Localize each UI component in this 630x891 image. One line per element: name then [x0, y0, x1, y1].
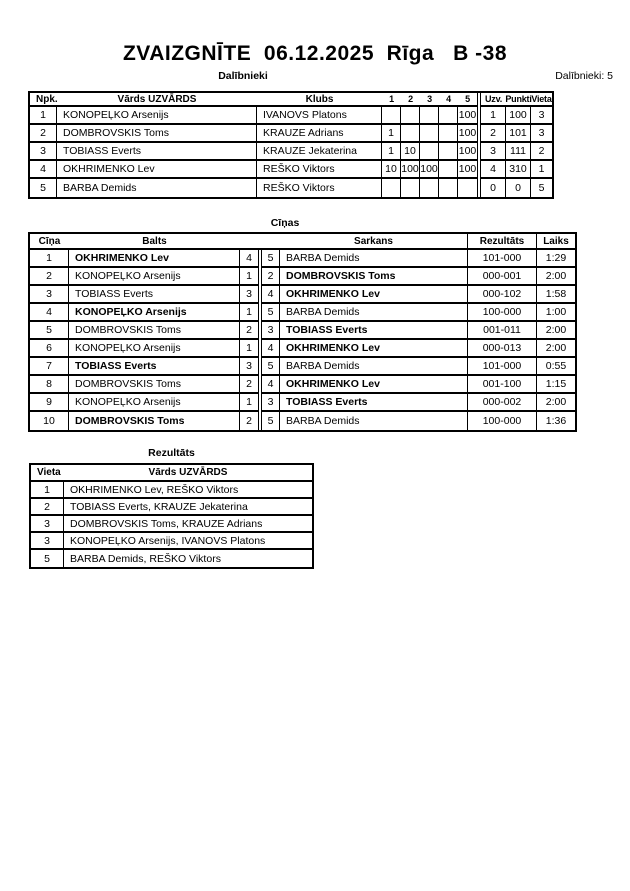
white-name-cell: KONOPEĻKO Arsenijs [69, 304, 240, 322]
fight-no-cell: 7 [30, 358, 69, 376]
place-cell: 1 [531, 161, 552, 179]
result-cell: 100-000 [468, 304, 537, 322]
white-name-cell: DOMBROVSKIS Toms [69, 412, 240, 430]
name-cell: BARBA Demids, REŠKO Viktors [70, 552, 221, 565]
participant-row [30, 143, 552, 161]
participant-row [30, 179, 552, 197]
fight-no-cell: 8 [30, 376, 69, 394]
header-club: Klubs [257, 93, 382, 107]
wins-cell: 4 [481, 161, 506, 179]
red-name-cell: TOBIASS Everts [280, 322, 468, 340]
name-cell: OKHRIMENKO Lev [57, 161, 257, 179]
points-cell: 111 [506, 143, 531, 161]
time-cell: 1:58 [537, 286, 575, 304]
fight-row [30, 376, 575, 394]
white-name-cell: KONOPEĻKO Arsenijs [69, 340, 240, 358]
round-cell [439, 143, 458, 161]
header-time: Laiks [537, 234, 575, 250]
header-place: Vieta [31, 465, 64, 482]
npk-cell: 4 [30, 161, 57, 179]
white-number-cell: 1 [240, 394, 258, 412]
fight-no-cell: 9 [30, 394, 69, 412]
red-number-cell: 5 [262, 358, 280, 376]
red-number-cell: 5 [262, 250, 280, 268]
red-name-cell: BARBA Demids [280, 250, 468, 268]
white-name-cell: DOMBROVSKIS Toms [69, 322, 240, 340]
red-name-cell: OKHRIMENKO Lev [280, 376, 468, 394]
result-row [31, 482, 312, 499]
round-cell: 100 [401, 161, 420, 179]
club-cell: KRAUZE Jekaterina [257, 143, 382, 161]
wins-cell: 1 [481, 107, 506, 125]
fight-no-cell: 1 [30, 250, 69, 268]
fight-row [30, 268, 575, 286]
round-cell: 100 [458, 125, 477, 143]
header-fight: Cīņa [30, 234, 69, 250]
points-cell: 100 [506, 107, 531, 125]
white-name-cell: KONOPEĻKO Arsenijs [69, 394, 240, 412]
white-number-cell: 3 [240, 286, 258, 304]
header-result: Rezultāts [468, 234, 537, 250]
red-number-cell: 4 [262, 376, 280, 394]
header-numbers-spacer [240, 234, 280, 250]
participants-table [28, 91, 554, 199]
fight-no-cell: 10 [30, 412, 69, 430]
round-cell: 10 [382, 161, 401, 179]
fight-row [30, 304, 575, 322]
fight-no-cell: 2 [30, 268, 69, 286]
place-cell: 3 [31, 533, 64, 550]
name-cell: OKHRIMENKO Lev, REŠKO Viktors [64, 482, 312, 499]
time-cell: 0:55 [537, 358, 575, 376]
wins-cell: 0 [481, 179, 506, 197]
wins-cell: 2 [481, 125, 506, 143]
fight-row [30, 412, 575, 430]
round-cell: 1 [382, 125, 401, 143]
header-round-4: 4 [439, 93, 458, 107]
round-cell: 100 [458, 161, 477, 179]
place-cell: 1 [31, 482, 64, 499]
result-cell: 001-100 [468, 376, 537, 394]
red-number-cell: 4 [262, 286, 280, 304]
place-cell: 3 [531, 125, 552, 143]
place-cell: 2 [31, 499, 64, 516]
header-name: Vārds UZVĀRDS [64, 465, 312, 482]
red-name-cell: TOBIASS Everts [280, 394, 468, 412]
club-cell: REŠKO Viktors [257, 161, 382, 179]
name-cell: KONOPEĻKO Arsenijs [57, 107, 257, 125]
time-cell: 2:00 [537, 322, 575, 340]
white-name-cell: KONOPEĻKO Arsenijs [69, 268, 240, 286]
white-number-cell: 1 [240, 304, 258, 322]
red-name-cell: OKHRIMENKO Lev [280, 286, 468, 304]
header-round-5: 5 [458, 93, 477, 107]
result-cell: 000-102 [468, 286, 537, 304]
round-cell [420, 179, 439, 197]
time-cell: 1:15 [537, 376, 575, 394]
round-cell [439, 179, 458, 197]
result-cell: 001-011 [468, 322, 537, 340]
result-row [31, 499, 312, 516]
round-cell [420, 125, 439, 143]
round-cell: 10 [401, 143, 420, 161]
round-cell [382, 179, 401, 197]
results-section-label: Rezultāts [148, 447, 195, 459]
round-cell [401, 125, 420, 143]
club-cell: IVANOVS Platons [257, 107, 382, 125]
header-white: Balts [69, 234, 240, 250]
fight-no-cell: 6 [30, 340, 69, 358]
fight-no-cell: 4 [30, 304, 69, 322]
white-number-cell: 2 [240, 376, 258, 394]
round-cell: 100 [458, 143, 477, 161]
header-round-1: 1 [382, 93, 401, 107]
result-row [31, 533, 312, 550]
round-cell [420, 107, 439, 125]
round-cell [439, 161, 458, 179]
npk-cell: 1 [30, 107, 57, 125]
red-number-cell: 4 [262, 340, 280, 358]
name-cell: TOBIASS Everts [57, 143, 257, 161]
fights-header-row [30, 234, 575, 250]
result-cell: 101-000 [468, 358, 537, 376]
participant-row [30, 125, 552, 143]
red-number-cell: 3 [262, 322, 280, 340]
red-name-cell: BARBA Demids [280, 358, 468, 376]
round-cell [439, 125, 458, 143]
place-cell: 3 [531, 107, 552, 125]
place-cell: 2 [531, 143, 552, 161]
name-cell: DOMBROVSKIS Toms, KRAUZE Adrians [64, 516, 312, 533]
fight-row [30, 322, 575, 340]
time-cell: 1:00 [537, 304, 575, 322]
name-cell: DOMBROVSKIS Toms [57, 125, 257, 143]
white-number-cell: 2 [240, 322, 258, 340]
name-cell: BARBA Demids [57, 179, 257, 197]
round-cell: 100 [420, 161, 439, 179]
white-number-cell: 1 [240, 268, 258, 286]
name-cell: TOBIASS Everts, KRAUZE Jekaterina [64, 499, 312, 516]
participant-row [30, 161, 552, 179]
tournament-title: ZVAIZGNĪTE 06.12.2025 Rīga B -38 [122, 42, 508, 65]
npk-cell: 3 [30, 143, 57, 161]
points-cell: 101 [506, 125, 531, 143]
participants-header-row [30, 93, 552, 107]
points-cell: 0 [506, 179, 531, 197]
header-round-3: 3 [420, 93, 439, 107]
result-row [31, 516, 312, 533]
fight-no-cell: 5 [30, 322, 69, 340]
participant-row [30, 107, 552, 125]
points-cell: 310 [506, 161, 531, 179]
place-cell: 5 [31, 550, 64, 567]
fight-row [30, 340, 575, 358]
red-name-cell: BARBA Demids [280, 304, 468, 322]
time-cell: 1:29 [537, 250, 575, 268]
red-name-cell: BARBA Demids [280, 412, 468, 430]
white-number-cell: 1 [240, 340, 258, 358]
place-cell: 5 [538, 182, 545, 194]
fights-table [28, 232, 577, 432]
fight-no-cell: 3 [30, 286, 69, 304]
round-cell [420, 143, 439, 161]
red-name-cell: OKHRIMENKO Lev [280, 340, 468, 358]
time-cell: 2:00 [537, 340, 575, 358]
round-cell [401, 179, 420, 197]
white-name-cell: OKHRIMENKO Lev [69, 250, 240, 268]
fight-row [30, 286, 575, 304]
white-name-cell: DOMBROVSKIS Toms [69, 376, 240, 394]
white-number-cell: 4 [240, 250, 258, 268]
result-cell: 000-001 [468, 268, 537, 286]
round-cell [458, 179, 477, 197]
header-npk: Npk. [30, 93, 57, 107]
place-cell: 3 [31, 516, 64, 533]
npk-cell: 2 [30, 125, 57, 143]
red-number-cell: 5 [262, 304, 280, 322]
round-cell: 100 [458, 107, 477, 125]
white-number-cell: 3 [240, 358, 258, 376]
header-wins: Uzv. [481, 93, 506, 107]
time-cell: 2:00 [537, 394, 575, 412]
red-name-cell: DOMBROVSKIS Toms [280, 268, 468, 286]
red-number-cell: 5 [262, 412, 280, 430]
red-number-cell: 2 [262, 268, 280, 286]
name-cell: KONOPEĻKO Arsenijs, IVANOVS Platons [64, 533, 312, 550]
white-name-cell: TOBIASS Everts [69, 286, 240, 304]
time-cell: 1:36 [545, 415, 567, 427]
fight-row [30, 394, 575, 412]
result-row [31, 550, 312, 567]
result-cell: 000-013 [468, 340, 537, 358]
header-place: Vieta [531, 93, 552, 107]
wins-cell: 3 [481, 143, 506, 161]
header-red: Sarkans [280, 234, 468, 250]
time-cell: 2:00 [537, 268, 575, 286]
results-table [29, 463, 314, 569]
participants-count: Dalībnieki: 5 [555, 70, 613, 82]
white-name-cell: TOBIASS Everts [69, 358, 240, 376]
round-cell [401, 107, 420, 125]
club-cell: KRAUZE Adrians [257, 125, 382, 143]
fight-row [30, 250, 575, 268]
results-header-row [31, 465, 312, 482]
participants-section-label: Dalībnieki [218, 70, 268, 82]
result-cell: 100-000 [468, 412, 537, 430]
header-name: Vārds UZVĀRDS [57, 93, 257, 107]
round-cell [382, 107, 401, 125]
fight-row [30, 358, 575, 376]
result-cell: 101-000 [468, 250, 537, 268]
npk-cell: 5 [30, 179, 57, 197]
white-number-cell: 2 [246, 415, 252, 427]
header-round-2: 2 [401, 93, 420, 107]
header-points: Punkti [506, 93, 531, 107]
round-cell [439, 107, 458, 125]
result-cell: 000-002 [468, 394, 537, 412]
fights-section-label: Cīņas [270, 217, 300, 229]
club-cell: REŠKO Viktors [257, 179, 382, 197]
red-number-cell: 3 [262, 394, 280, 412]
round-cell: 1 [382, 143, 401, 161]
